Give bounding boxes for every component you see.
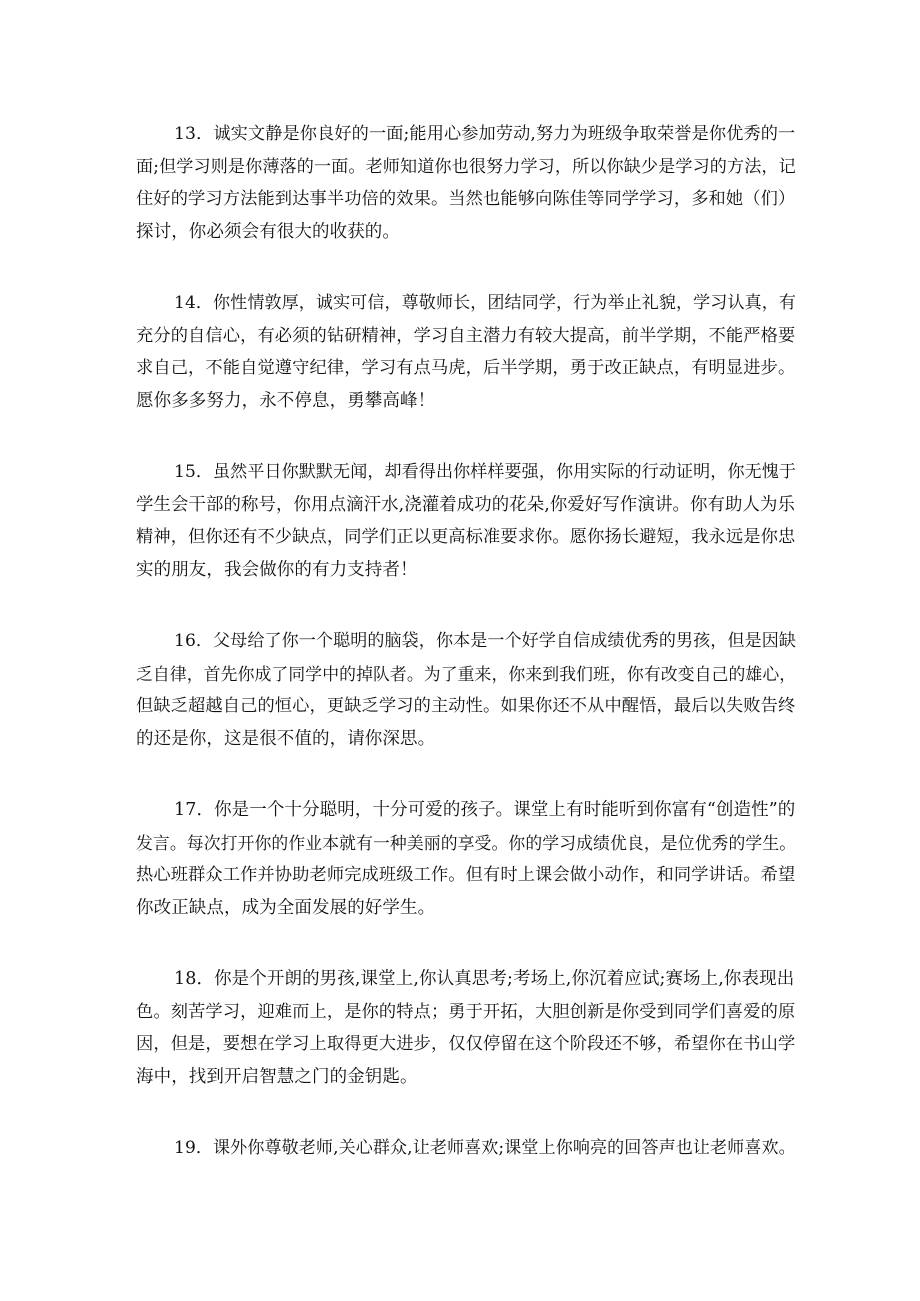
paragraph-line: 发言。每次打开你的作业本就有一种美丽的享受。你的学习成绩优良，是位优秀的学生。 <box>136 832 797 853</box>
paragraph-line: 色。刻苦学习，迎难而上，是你的特点；勇于开拓，大胆创新是你受到同学们喜爱的原 <box>136 1001 796 1022</box>
paragraph-line: 求自己，不能自觉遵守纪律，学习有点马虎，后半学期，勇于改正缺点，有明显进步。 <box>136 358 796 378</box>
paragraph-line: 面;但学习则是你薄落的一面。老师知道你也很努力学习，所以你缺少是学习的方法，记 <box>136 156 796 177</box>
paragraph-line: 16．父母给了你一个聪明的脑袋，你本是一个好学自信成绩优秀的男孩，但是因缺 <box>174 631 797 651</box>
comment-paragraph-16 <box>136 625 796 755</box>
paragraph-line: 因，但是，要想在学习上取得更大进步，仅仅停留在这个阶段还不够，希望你在书山学 <box>136 1034 796 1054</box>
comment-paragraph-19 <box>136 1132 796 1165</box>
paragraph-line: 13．诚实文静是你良好的一面;能用心参加劳动,努力为班级争取荣誉是你优秀的一 <box>174 124 796 144</box>
paragraph-line: 海中，找到开启智慧之门的金钥匙。 <box>136 1066 418 1087</box>
comment-paragraph-18 <box>136 963 796 1093</box>
paragraph-line: 17．你是一个十分聪明，十分可爱的孩子。课堂上有时能听到你富有“创造性”的 <box>174 800 796 820</box>
paragraph-line: 精神，但你还有不少缺点，同学们正以更高标准要求你。愿你扬长避短，我永远是你忠 <box>136 527 796 547</box>
paragraph-line: 18．你是个开朗的男孩,课堂上,你认真思考;考场上,你沉着应试;赛场上,你表现出 <box>174 969 795 989</box>
paragraph-line: 探讨，你必须会有很大的收获的。 <box>136 221 400 242</box>
paragraph-line: 学生会干部的称号，你用点滴汗水,浇灌着成功的花朵,你爱好写作演讲。你有助人为乐 <box>136 494 795 515</box>
comment-paragraph-13 <box>136 118 796 248</box>
paragraph-line: 充分的自信心，有必须的钻研精神，学习自主潜力有较大提高，前半学期，不能严格要 <box>136 325 796 346</box>
comment-paragraph-14 <box>136 287 796 417</box>
paragraph-line: 实的朋友，我会做你的有力支持者！ <box>136 559 418 580</box>
paragraph-line: 15．虽然平日你默默无闻，却看得出你样样要强，你用实际的行动证明，你无愧于 <box>174 462 797 482</box>
comment-paragraph-15 <box>136 456 796 586</box>
paragraph-line: 热心班群众工作并协助老师完成班级工作。但有时上课会做小动作，和同学讲话。希望 <box>136 865 796 885</box>
paragraph-line: 乏自律，首先你成了同学中的掉队者。为了重来，你来到我们班，你有改变自己的雄心， <box>136 663 797 684</box>
paragraph-line: 14．你性情敦厚，诚实可信，尊敬师长，团结同学，行为举止礼貌，学习认真，有 <box>174 293 797 313</box>
comment-paragraph-17 <box>136 794 796 924</box>
paragraph-line: 但缺乏超越自己的恒心，更缺乏学习的主动性。如果你还不从中醒悟，最后以失败告终 <box>136 696 796 716</box>
paragraph-line: 19．课外你尊敬老师,关心群众,让老师喜欢;课堂上你响亮的回答声也让老师喜欢。 <box>174 1138 796 1158</box>
paragraph-line: 你改正缺点，成为全面发展的好学生。 <box>136 897 436 918</box>
paragraph-line: 的还是你，这是很不值的，请你深思。 <box>136 728 436 749</box>
paragraph-line: 愿你多多努力，永不停息，勇攀高峰！ <box>136 390 436 411</box>
paragraph-line: 住好的学习方法能到达事半功倍的效果。当然也能够向陈佳等同学学习，多和她（们） <box>136 189 796 209</box>
